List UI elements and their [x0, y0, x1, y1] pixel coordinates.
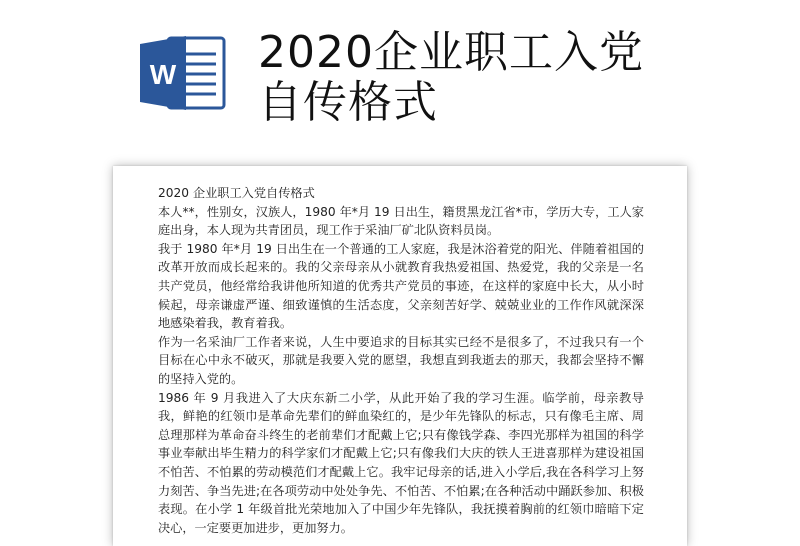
word-document-icon — [138, 34, 228, 112]
word-icon-letter: W — [149, 59, 177, 90]
paragraph-1: 本人**，性别女，汉族人，1980 年*月 19 日出生，籍贯黑龙江省*市，学历大专，工人家庭出身，本人现为共青团员，现工作于采油厂矿北队资料员岗。 — [158, 204, 644, 238]
document-content — [158, 184, 644, 537]
document-title: 2020企业职工入党自传格式 — [258, 27, 644, 128]
paragraph-3: 作为一名采油厂工作者来说，人生中要追求的目标其实已经不是很多了，不过我只有一个目标在心中永不破灭，那就是我要入党的愿望，我想直到我逝去的那天，我都会坚持不懈的坚持入党的。 — [158, 334, 644, 386]
header — [0, 0, 800, 160]
document-page — [113, 166, 687, 546]
paragraph-4: 1986 年 9 月我进入了大庆东新二小学，从此开始了我的学习生涯。临学前，母亲教导我，鲜艳的红领巾是革命先辈们的鲜血染红的，是少年先锋队的标志，只有像毛主席、周总理那样为革命奋斗终生的老前辈们才配戴上它;只有像钱学森、李四光那样为祖国的科学事业奉献出毕生精力的科学家们才配戴上它;只有像我们大庆的铁人王进喜那样为建设祖国不怕苦、不怕累的劳动模范们才配戴上它。我牢记母亲的话,进入小学后,我在各科学习上努力刻苦、争当先进;在各项劳动中处处争先、不怕苦、不怕累;在各种活动中踊跃参加、积极表现。在小学 1 年级首批光荣地加入了中国少年先锋队，我抚摸着胸前的红领巾暗暗下定决心，一定要更加进步，更加努力。 — [158, 390, 644, 535]
document-heading: 2020 企业职工入党自传格式 — [158, 186, 315, 200]
paragraph-2: 我于 1980 年*月 19 日出生在一个普通的工人家庭，我是沐浴着党的阳光、伴随着祖国的改革开放而成长起来的。我的父亲母亲从小就教育我热爱祖国、热爱党，我的父亲是一名共产党员，他经常给我讲他所知道的优秀共产党员的事迹，在这样的家庭中长大，从小时候起，母亲谦虚严谨、细致谨慎的生活态度，父亲刻苦好学、兢兢业业的工作作风就深深地感染着我，教育着我。 — [158, 241, 644, 331]
